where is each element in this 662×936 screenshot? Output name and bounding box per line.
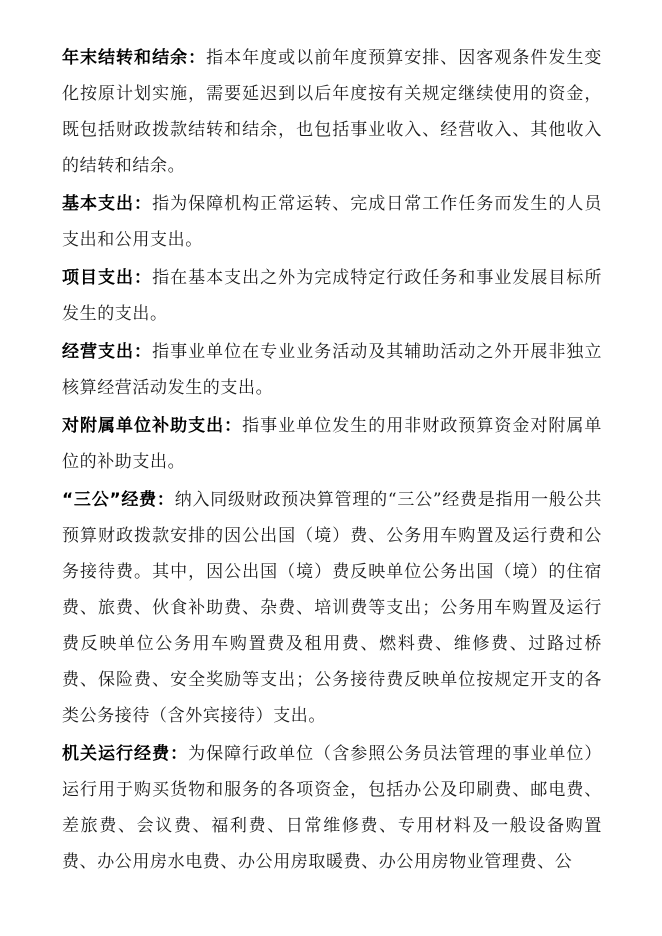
term-label: 对附属单位补助支出： xyxy=(62,416,243,436)
term-label: 机关运行经费： xyxy=(62,744,189,764)
term-label: “三公”经费： xyxy=(62,490,175,510)
term-label: 年末结转和结余： xyxy=(62,48,207,68)
term-definition: 为保障行政单位（含参照公务员法管理的事业单位）运行用于购买货物和服务的各项资金，包括办公及印刷费、邮电费、差旅费、会议费、福利费、日常维修费、专用材料及一般设备购置费、办公用房水电费、办公用房取暖费、办公用房物业管理费、公 xyxy=(62,744,602,872)
document-page xyxy=(62,40,602,882)
term-label: 基本支出： xyxy=(62,194,153,214)
entry-agency-operating-funds xyxy=(62,736,602,880)
entry-year-end-carryover xyxy=(62,40,602,184)
term-definition: 指事业单位在专业业务活动及其辅助活动之外开展非独立核算经营活动发生的支出。 xyxy=(62,342,603,398)
term-label: 经营支出： xyxy=(62,342,153,362)
term-definition: 指事业单位发生的用非财政预算资金对附属单位的补助支出。 xyxy=(62,416,603,472)
term-definition: 指为保障机构正常运转、完成日常工作任务而发生的人员支出和公用支出。 xyxy=(62,194,603,250)
term-definition: 纳入同级财政预决算管理的“三公”经费是指用一般公共预算财政拨款安排的因公出国（境）费、公务用车购置及运行费和公务接待费。其中，因公出国（境）费反映单位公务出国（境）的住宿费、旅费、伙食补助费、杂费、培训费等支出；公务用车购置及运行费反映单位公务用车购置费及租用费、燃料费、维修费、过路过桥费、保险费、安全奖励等支出；公务接待费反映单位按规定开支的各类公务接待（含外宾接待）支出。 xyxy=(62,490,603,726)
entry-operating-expenditure xyxy=(62,334,602,406)
entry-basic-expenditure xyxy=(62,186,602,258)
entry-subsidiary-subsidy xyxy=(62,408,602,480)
entry-three-public-funds xyxy=(62,482,602,734)
term-label: 项目支出： xyxy=(62,268,153,288)
entry-project-expenditure xyxy=(62,260,602,332)
term-definition: 指在基本支出之外为完成特定行政任务和事业发展目标所发生的支出。 xyxy=(62,268,603,324)
term-definition: 指本年度或以前年度预算安排、因客观条件发生变化按原计划实施，需要延迟到以后年度按有关规定继续使用的资金，既包括财政拨款结转和结余，也包括事业收入、经营收入、其他收入的结转和结余。 xyxy=(62,48,602,176)
